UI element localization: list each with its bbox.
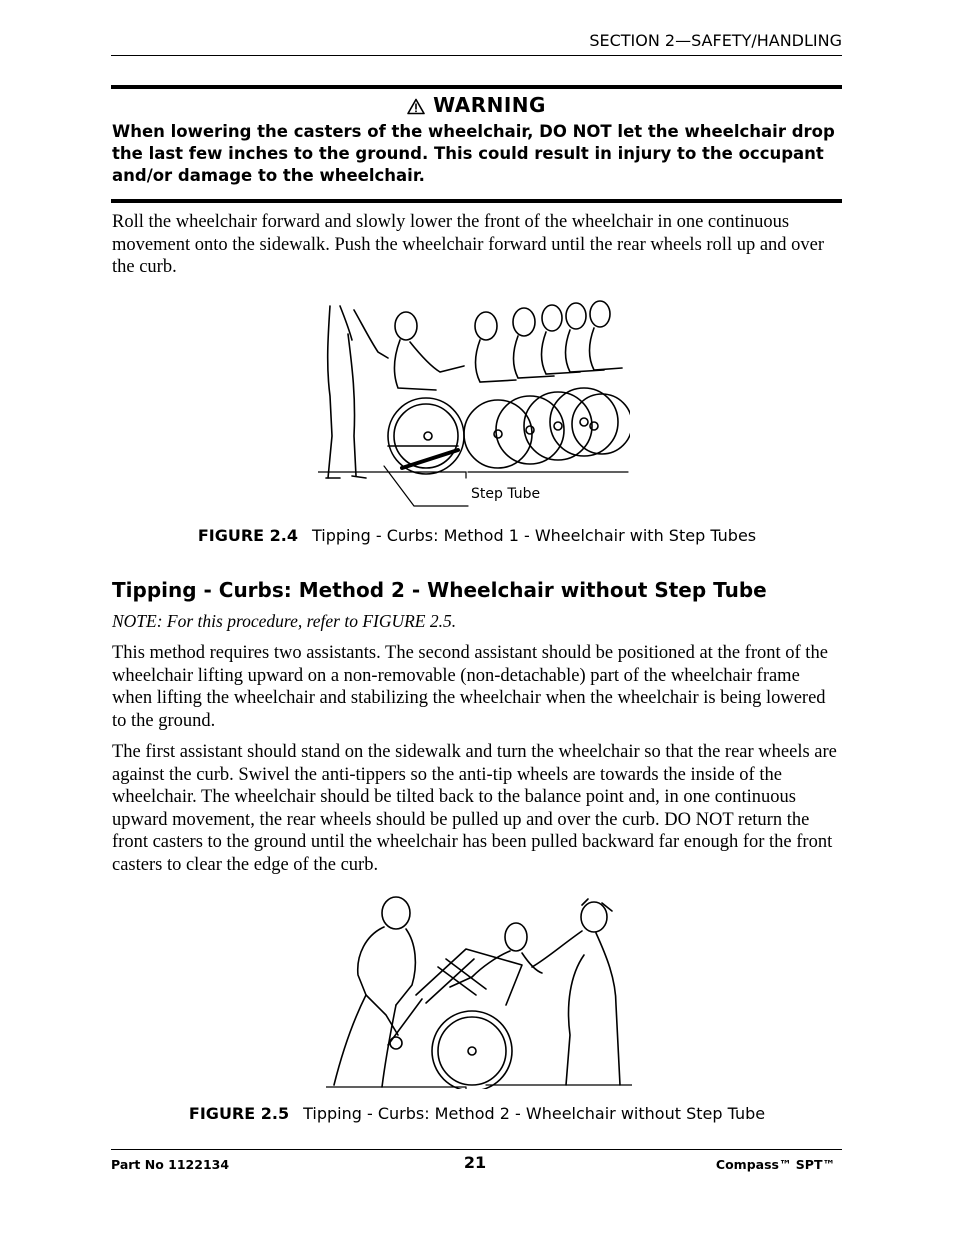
paragraph-roll-forward: Roll the wheelchair forward and slowly lower the front of the wheelchair in one continuous movement onto the sidewalk. Push the wheelchair forward until the rear wheels roll up and over the curb. xyxy=(112,212,825,277)
figure-2-4-label: FIGURE 2.4 xyxy=(197,526,299,545)
warning-rule-top xyxy=(111,85,842,89)
figure-2-5-illustration xyxy=(326,895,632,1089)
figure-2-5-caption xyxy=(112,1104,842,1123)
figure-2-4-caption xyxy=(112,526,842,545)
page-number: 21 xyxy=(463,1153,487,1172)
warning-triangle-icon xyxy=(407,98,425,115)
warning-title xyxy=(111,93,842,117)
paragraph-first-assistant: The first assistant should stand on the sidewalk and turn the wheelchair so that the rear wheels are against the curb. Swivel the anti-tippers so the anti-tip wheels are towards the inside of the wheelchair. The wheelchair should be tilted back to the balance point and, in one continuous upward movement, the rear wheels should be pulled up and over the curb. DO NOT return the front casters to the ground until the wheelchair has been pulled backward far enough for the front casters to clear the edge of the curb. xyxy=(112,742,837,875)
footer-rule xyxy=(111,1149,842,1150)
footer-part-number: Part No 1122134 xyxy=(111,1157,230,1172)
paragraph-two-assistants: This method requires two assistants. The second assistant should be positioned at the front of the wheelchair lifting upward on a non-removable (non-detachable) part of the wheelchair frame when lifting the wheelchair and stabilizing the wheelchair when the wheelchair is being lowered to the ground. xyxy=(112,643,828,731)
section-header: SECTION 2—SAFETY/HANDLING xyxy=(589,31,842,50)
figure-2-5-label: FIGURE 2.5 xyxy=(188,1104,290,1123)
step-tube-callout: Step Tube xyxy=(471,486,541,502)
header-rule xyxy=(111,55,842,56)
note-refer-figure: NOTE: For this procedure, refer to FIGURE 2.5. xyxy=(112,611,457,631)
warning-text: When lowering the casters of the wheelchair, DO NOT let the wheelchair drop the last few inches to the ground. This could result in injury to the occupant and/or damage to the wheelchair. xyxy=(112,122,835,185)
section-heading-method-2: Tipping - Curbs: Method 2 - Wheelchair without Step Tube xyxy=(112,578,767,602)
figure-2-4-caption-text: Tipping - Curbs: Method 1 - Wheelchair with Step Tubes xyxy=(312,526,757,545)
warning-title-text: WARNING xyxy=(433,93,546,117)
footer-product-name: Compass™ SPT™ xyxy=(715,1157,835,1172)
figure-2-4-illustration xyxy=(318,296,630,510)
warning-rule-bottom xyxy=(111,199,842,203)
figure-2-5-caption-text: Tipping - Curbs: Method 2 - Wheelchair without Step Tube xyxy=(303,1104,766,1123)
